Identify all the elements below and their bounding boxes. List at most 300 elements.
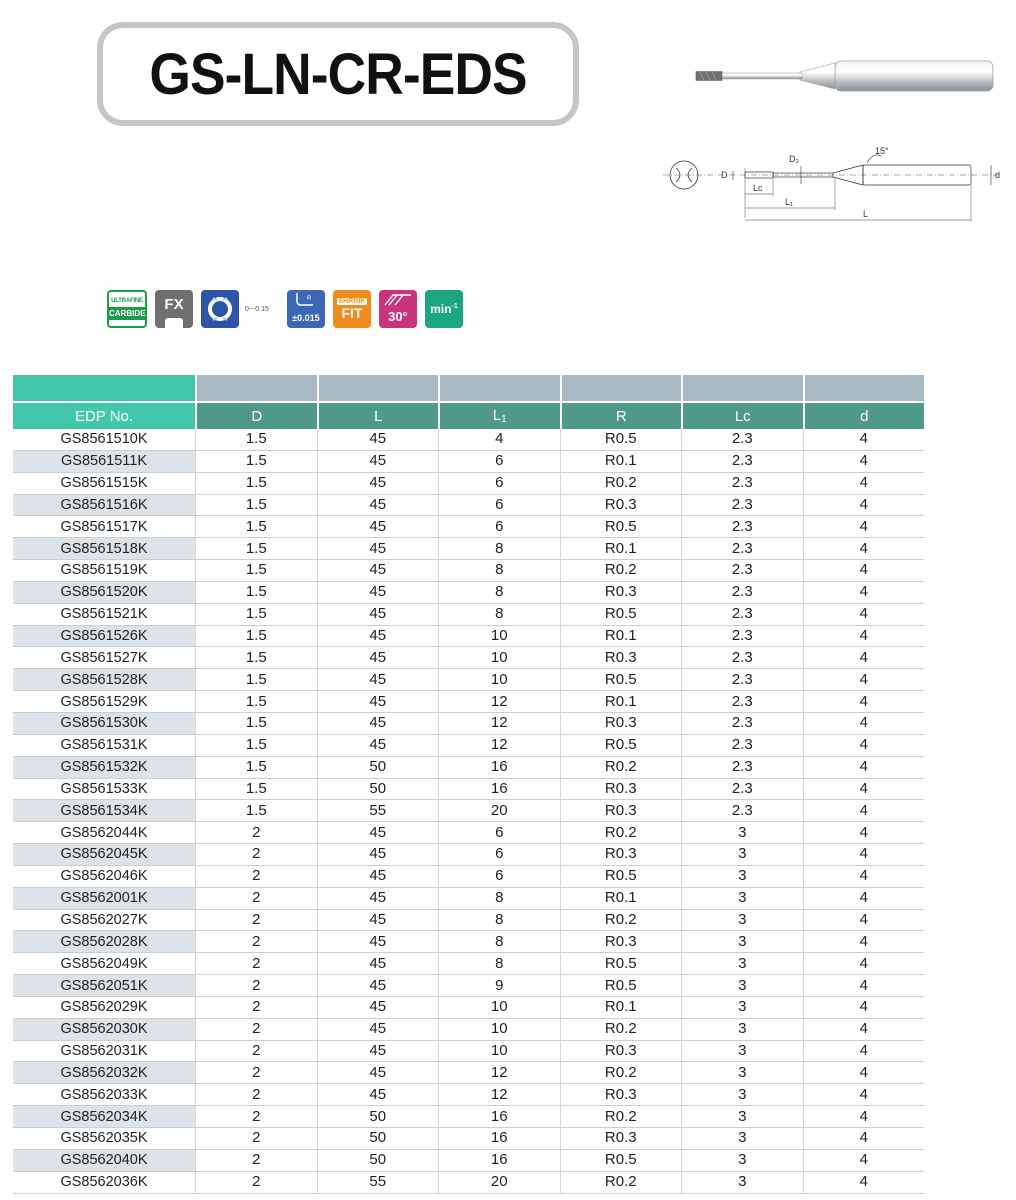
cell-shank-d: 4 <box>803 822 925 844</box>
cell-r: R0.2 <box>560 1106 682 1128</box>
cell-edp: GS8562028K <box>13 931 195 953</box>
cell-l1: 8 <box>438 953 560 975</box>
cell-r: R0.1 <box>560 997 682 1019</box>
cell-edp: GS8561530K <box>13 713 195 735</box>
cell-r: R0.3 <box>560 1041 682 1063</box>
cell-l: 45 <box>317 1062 439 1084</box>
cell-d: 1.5 <box>195 516 317 538</box>
cell-edp: GS8562030K <box>13 1019 195 1041</box>
cell-l1: 10 <box>438 997 560 1019</box>
product-title-box <box>97 22 579 126</box>
cell-shank-d: 4 <box>803 691 925 713</box>
rpm-icon: $\min^{-1}$ <box>425 290 463 328</box>
cell-edp: GS8562031K <box>13 1041 195 1063</box>
cell-lc: 2.3 <box>681 560 803 582</box>
cell-lc: 2.3 <box>681 473 803 495</box>
cell-l: 45 <box>317 1084 439 1106</box>
cell-d: 2 <box>195 1062 317 1084</box>
table-row <box>13 538 924 560</box>
cell-edp: GS8562001K <box>13 888 195 910</box>
cell-lc: 3 <box>681 1062 803 1084</box>
table-row <box>13 953 924 975</box>
cell-edp: GS8561510K <box>13 429 195 451</box>
cell-d: 1.5 <box>195 669 317 691</box>
fx-coating-icon: FX <box>155 290 193 328</box>
cell-d: 1.5 <box>195 713 317 735</box>
cell-r: R0.1 <box>560 626 682 648</box>
table-row <box>13 516 924 538</box>
cell-l1: 10 <box>438 1019 560 1041</box>
cell-shank-d: 4 <box>803 953 925 975</box>
header-edp: EDP No. <box>13 403 195 429</box>
cell-l1: 10 <box>438 669 560 691</box>
cell-shank-d: 4 <box>803 866 925 888</box>
cell-l: 50 <box>317 1150 439 1172</box>
cell-shank-d: 4 <box>803 1084 925 1106</box>
cell-shank-d: 4 <box>803 538 925 560</box>
cell-r: R0.2 <box>560 1019 682 1041</box>
cell-shank-d: 4 <box>803 516 925 538</box>
cell-shank-d: 4 <box>803 779 925 801</box>
cell-edp: GS8561534K <box>13 800 195 822</box>
helix-angle-icon: 30° <box>379 290 417 328</box>
cell-l1: 16 <box>438 1106 560 1128</box>
cell-edp: GS8562034K <box>13 1106 195 1128</box>
cell-lc: 3 <box>681 1128 803 1150</box>
cell-l: 45 <box>317 931 439 953</box>
tolerance-range: 0~-0.15 <box>245 305 269 313</box>
cell-l1: 6 <box>438 473 560 495</box>
cell-l: 45 <box>317 538 439 560</box>
cell-d: 1.5 <box>195 538 317 560</box>
cell-l1: 8 <box>438 560 560 582</box>
cell-d: 1.5 <box>195 779 317 801</box>
table-row <box>13 560 924 582</box>
cell-l: 45 <box>317 473 439 495</box>
cell-r: R0.3 <box>560 931 682 953</box>
table-row <box>13 910 924 932</box>
cell-shank-d: 4 <box>803 1172 925 1194</box>
cell-l: 45 <box>317 604 439 626</box>
cell-lc: 3 <box>681 931 803 953</box>
cell-lc: 3 <box>681 1041 803 1063</box>
cell-l: 50 <box>317 1128 439 1150</box>
cell-r: R0.2 <box>560 1062 682 1084</box>
cell-edp: GS8562040K <box>13 1150 195 1172</box>
cell-lc: 3 <box>681 1172 803 1194</box>
cell-d: 2 <box>195 822 317 844</box>
table-row <box>13 975 924 997</box>
cell-d: 2 <box>195 1106 317 1128</box>
cell-r: R0.3 <box>560 647 682 669</box>
cell-shank-d: 4 <box>803 800 925 822</box>
cell-l1: 8 <box>438 931 560 953</box>
cell-d: 2 <box>195 1150 317 1172</box>
table-row <box>13 626 924 648</box>
cell-l1: 20 <box>438 800 560 822</box>
cell-d: 2 <box>195 953 317 975</box>
cell-lc: 2.3 <box>681 451 803 473</box>
table-row <box>13 647 924 669</box>
table-row <box>13 1084 924 1106</box>
cell-d: 1.5 <box>195 560 317 582</box>
cell-edp: GS8561521K <box>13 604 195 626</box>
cell-l1: 6 <box>438 495 560 517</box>
table-row <box>13 1019 924 1041</box>
cell-l: 45 <box>317 866 439 888</box>
cell-lc: 2.3 <box>681 669 803 691</box>
cell-d: 1.5 <box>195 473 317 495</box>
cell-r: R0.3 <box>560 1084 682 1106</box>
cell-l1: 10 <box>438 647 560 669</box>
cell-shank-d: 4 <box>803 495 925 517</box>
cell-edp: GS8562027K <box>13 910 195 932</box>
table-row <box>13 1128 924 1150</box>
cell-shank-d: 4 <box>803 888 925 910</box>
cell-edp: GS8562035K <box>13 1128 195 1150</box>
cell-l: 45 <box>317 1041 439 1063</box>
cell-shank-d: 4 <box>803 626 925 648</box>
cell-lc: 2.3 <box>681 626 803 648</box>
cell-r: R0.1 <box>560 538 682 560</box>
cell-l1: 6 <box>438 516 560 538</box>
cell-d: 1.5 <box>195 647 317 669</box>
cell-shank-d: 4 <box>803 669 925 691</box>
cell-r: R0.5 <box>560 604 682 626</box>
cell-shank-d: 4 <box>803 1106 925 1128</box>
cell-l1: 8 <box>438 910 560 932</box>
cell-edp: GS8561519K <box>13 560 195 582</box>
cell-l: 45 <box>317 953 439 975</box>
header-r: R <box>560 403 682 429</box>
cell-d: 2 <box>195 844 317 866</box>
cell-l1: 10 <box>438 1041 560 1063</box>
table-row <box>13 1041 924 1063</box>
table-row <box>13 844 924 866</box>
cell-l: 45 <box>317 582 439 604</box>
end-mill-photo <box>690 55 1000 105</box>
table-row <box>13 1062 924 1084</box>
cell-lc: 2.3 <box>681 713 803 735</box>
cell-edp: GS8561528K <box>13 669 195 691</box>
cell-lc: 3 <box>681 866 803 888</box>
table-row <box>13 495 924 517</box>
cell-r: R0.2 <box>560 757 682 779</box>
cell-shank-d: 4 <box>803 582 925 604</box>
cell-l: 45 <box>317 713 439 735</box>
angle-label: 15° <box>875 146 889 156</box>
cell-d: 2 <box>195 866 317 888</box>
cell-d: 1.5 <box>195 757 317 779</box>
cell-l1: 9 <box>438 975 560 997</box>
d-label: D <box>721 170 728 180</box>
cell-d: 1.5 <box>195 691 317 713</box>
cell-shank-d: 4 <box>803 757 925 779</box>
cell-l1: 6 <box>438 844 560 866</box>
table-header-band <box>13 375 924 403</box>
cell-shank-d: 4 <box>803 473 925 495</box>
cell-r: R0.3 <box>560 844 682 866</box>
cell-l: 45 <box>317 691 439 713</box>
cell-shank-d: 4 <box>803 604 925 626</box>
cell-shank-d: 4 <box>803 451 925 473</box>
feature-icons <box>107 289 463 329</box>
cell-lc: 3 <box>681 1019 803 1041</box>
cell-l1: 4 <box>438 429 560 451</box>
header-l1: $L_1$ <box>438 403 560 429</box>
cell-edp: GS8561529K <box>13 691 195 713</box>
cell-l: 55 <box>317 800 439 822</box>
cell-l: 45 <box>317 626 439 648</box>
cell-d: 2 <box>195 975 317 997</box>
cell-shank-d: 4 <box>803 1019 925 1041</box>
table-row <box>13 822 924 844</box>
lc-label: Lc <box>753 183 763 193</box>
cell-edp: GS8562044K <box>13 822 195 844</box>
cell-shank-d: 4 <box>803 713 925 735</box>
table-row <box>13 473 924 495</box>
cell-lc: 2.3 <box>681 779 803 801</box>
cell-d: 1.5 <box>195 604 317 626</box>
cell-d: 1.5 <box>195 800 317 822</box>
cell-edp: GS8562051K <box>13 975 195 997</box>
cell-r: R0.2 <box>560 822 682 844</box>
table-row <box>13 866 924 888</box>
cell-edp: GS8561511K <box>13 451 195 473</box>
product-title: GS-LN-CR-EDS <box>149 41 527 107</box>
cell-edp: GS8561532K <box>13 757 195 779</box>
cell-l1: 16 <box>438 1150 560 1172</box>
cell-r: R0.5 <box>560 975 682 997</box>
cell-l: 45 <box>317 451 439 473</box>
cell-l: 45 <box>317 844 439 866</box>
table-row <box>13 931 924 953</box>
cell-edp: GS8561520K <box>13 582 195 604</box>
header-lc: Lc <box>681 403 803 429</box>
cell-r: R0.2 <box>560 473 682 495</box>
cell-lc: 3 <box>681 822 803 844</box>
cell-edp: GS8562029K <box>13 997 195 1019</box>
cell-edp: GS8561526K <box>13 626 195 648</box>
cell-edp: GS8562036K <box>13 1172 195 1194</box>
cell-lc: 2.3 <box>681 582 803 604</box>
cell-r: R0.3 <box>560 1128 682 1150</box>
d2-label: D₂ <box>789 154 799 164</box>
cell-edp: GS8562032K <box>13 1062 195 1084</box>
cell-l: 45 <box>317 429 439 451</box>
cell-lc: 3 <box>681 1084 803 1106</box>
cell-lc: 2.3 <box>681 495 803 517</box>
cell-l: 50 <box>317 757 439 779</box>
cell-shank-d: 4 <box>803 1150 925 1172</box>
cell-r: R0.3 <box>560 495 682 517</box>
cell-edp: GS8562045K <box>13 844 195 866</box>
cell-l: 45 <box>317 822 439 844</box>
cell-d: 2 <box>195 997 317 1019</box>
table-header-row <box>13 403 924 429</box>
cell-lc: 2.3 <box>681 604 803 626</box>
cell-l1: 12 <box>438 735 560 757</box>
cell-r: R0.5 <box>560 1150 682 1172</box>
cell-l: 45 <box>317 669 439 691</box>
cell-shank-d: 4 <box>803 910 925 932</box>
table-row <box>13 800 924 822</box>
header-l: L <box>317 403 439 429</box>
cell-r: R0.1 <box>560 691 682 713</box>
table-row <box>13 757 924 779</box>
cell-l1: 8 <box>438 888 560 910</box>
table-row <box>13 713 924 735</box>
cell-d: 2 <box>195 1084 317 1106</box>
cell-r: R0.3 <box>560 779 682 801</box>
table-row <box>13 1106 924 1128</box>
cell-l: 45 <box>317 495 439 517</box>
cell-edp: GS8561516K <box>13 495 195 517</box>
cell-r: R0.5 <box>560 953 682 975</box>
cell-l1: 20 <box>438 1172 560 1194</box>
cell-r: R0.3 <box>560 800 682 822</box>
cell-edp: GS8561517K <box>13 516 195 538</box>
cell-edp: GS8561518K <box>13 538 195 560</box>
cell-l1: 16 <box>438 1128 560 1150</box>
tolerance-circle-icon <box>201 290 239 328</box>
cell-l1: 12 <box>438 1062 560 1084</box>
cell-d: 1.5 <box>195 429 317 451</box>
cell-r: R0.3 <box>560 713 682 735</box>
cell-lc: 3 <box>681 1106 803 1128</box>
cell-r: R0.5 <box>560 516 682 538</box>
dimension-drawing <box>655 138 1005 230</box>
cell-lc: 2.3 <box>681 800 803 822</box>
cell-lc: 3 <box>681 888 803 910</box>
table-row <box>13 669 924 691</box>
table-row <box>13 997 924 1019</box>
cell-r: R0.2 <box>560 560 682 582</box>
cell-edp: GS8561533K <box>13 779 195 801</box>
cell-l: 45 <box>317 516 439 538</box>
cell-d: 2 <box>195 888 317 910</box>
cell-edp: GS8561531K <box>13 735 195 757</box>
cell-l1: 12 <box>438 1084 560 1106</box>
table-row <box>13 1172 924 1194</box>
cell-shank-d: 4 <box>803 560 925 582</box>
header-d: D <box>195 403 317 429</box>
l1-label: L₁ <box>785 197 794 207</box>
cell-lc: 3 <box>681 953 803 975</box>
cell-edp: GS8561527K <box>13 647 195 669</box>
cell-r: R0.3 <box>560 582 682 604</box>
cell-l1: 6 <box>438 451 560 473</box>
cell-r: R0.2 <box>560 910 682 932</box>
cell-lc: 2.3 <box>681 691 803 713</box>
cell-l1: 8 <box>438 538 560 560</box>
cell-d: 2 <box>195 1019 317 1041</box>
table-row <box>13 451 924 473</box>
cell-r: R0.5 <box>560 735 682 757</box>
cell-l1: 12 <box>438 691 560 713</box>
cell-shank-d: 4 <box>803 1062 925 1084</box>
table-row <box>13 604 924 626</box>
cell-lc: 3 <box>681 1150 803 1172</box>
shrink-fit-icon: SHRINK FIT <box>333 290 371 328</box>
cell-lc: 2.3 <box>681 647 803 669</box>
table-row <box>13 888 924 910</box>
table-row <box>13 582 924 604</box>
svg-text:R: R <box>306 296 312 302</box>
cell-edp: GS8562046K <box>13 866 195 888</box>
cell-d: 1.5 <box>195 582 317 604</box>
ultrafine-carbide-icon: ULTRAFINE CARBIDE <box>107 290 147 328</box>
table-row <box>13 429 924 451</box>
cell-d: 2 <box>195 931 317 953</box>
cell-lc: 2.3 <box>681 757 803 779</box>
cell-d: 2 <box>195 1128 317 1150</box>
cell-l: 45 <box>317 1019 439 1041</box>
cell-d: 1.5 <box>195 451 317 473</box>
cell-shank-d: 4 <box>803 735 925 757</box>
cell-l1: 6 <box>438 866 560 888</box>
cell-r: R0.5 <box>560 429 682 451</box>
cell-lc: 3 <box>681 997 803 1019</box>
cell-d: 1.5 <box>195 735 317 757</box>
cell-l: 45 <box>317 997 439 1019</box>
table-row <box>13 691 924 713</box>
cell-l: 45 <box>317 560 439 582</box>
cell-lc: 2.3 <box>681 538 803 560</box>
cell-edp: GS8562049K <box>13 953 195 975</box>
cell-l: 55 <box>317 1172 439 1194</box>
cell-r: R0.1 <box>560 888 682 910</box>
cell-edp: GS8562033K <box>13 1084 195 1106</box>
cell-l1: 10 <box>438 626 560 648</box>
cell-d: 2 <box>195 1041 317 1063</box>
cell-l: 50 <box>317 779 439 801</box>
table-row <box>13 779 924 801</box>
cell-l1: 8 <box>438 582 560 604</box>
cell-shank-d: 4 <box>803 647 925 669</box>
cell-lc: 2.3 <box>681 429 803 451</box>
cell-lc: 2.3 <box>681 516 803 538</box>
cell-l: 45 <box>317 735 439 757</box>
cell-r: R0.5 <box>560 669 682 691</box>
cell-r: R0.2 <box>560 1172 682 1194</box>
cell-d: 2 <box>195 1172 317 1194</box>
header-shank-d: d <box>803 403 925 429</box>
cell-r: R0.5 <box>560 866 682 888</box>
cell-l1: 16 <box>438 779 560 801</box>
cell-l: 45 <box>317 975 439 997</box>
cell-shank-d: 4 <box>803 1128 925 1150</box>
cell-l1: 12 <box>438 713 560 735</box>
cell-shank-d: 4 <box>803 1041 925 1063</box>
cell-d: 1.5 <box>195 495 317 517</box>
cell-shank-d: 4 <box>803 997 925 1019</box>
cell-l: 45 <box>317 647 439 669</box>
cell-lc: 2.3 <box>681 735 803 757</box>
cell-l: 45 <box>317 910 439 932</box>
cell-edp: GS8561515K <box>13 473 195 495</box>
cell-lc: 3 <box>681 844 803 866</box>
cell-l: 50 <box>317 1106 439 1128</box>
spec-table <box>13 375 924 1194</box>
cell-shank-d: 4 <box>803 429 925 451</box>
cell-shank-d: 4 <box>803 844 925 866</box>
cell-d: 1.5 <box>195 626 317 648</box>
table-row <box>13 735 924 757</box>
cell-r: R0.1 <box>560 451 682 473</box>
cell-l1: 16 <box>438 757 560 779</box>
table-row <box>13 1150 924 1172</box>
